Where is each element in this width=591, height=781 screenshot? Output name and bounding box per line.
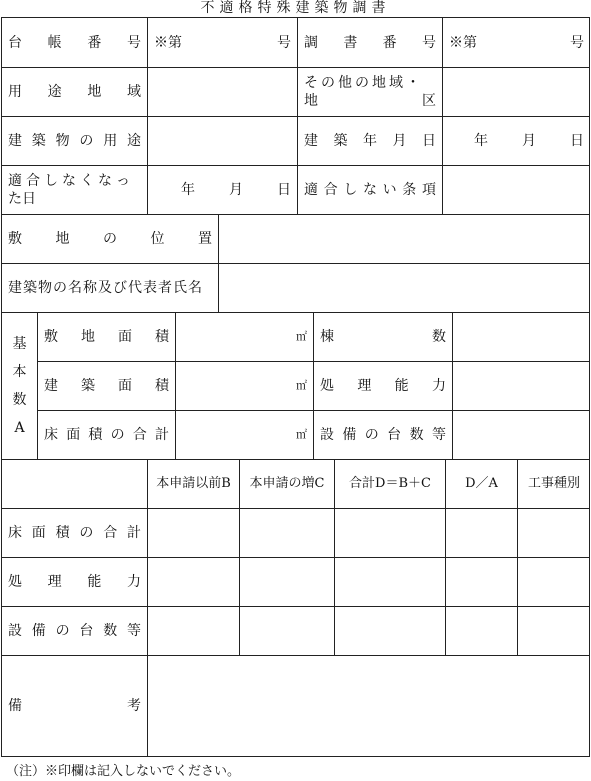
total-floor-area-label-text — [44, 426, 169, 444]
compare-cell-input[interactable] — [518, 558, 590, 606]
compare-cell-input[interactable] — [240, 558, 334, 606]
date-month-unit: 月 — [522, 133, 536, 149]
label-char: 台 — [387, 427, 402, 443]
other-district-field[interactable] — [443, 68, 590, 116]
other-district-label-line1: その他の地域・ — [304, 75, 423, 91]
label-char: 面 — [118, 329, 132, 345]
label-char: 積 — [155, 329, 169, 345]
square-meter-unit: ㎡ — [296, 379, 307, 392]
label-char: 適 — [304, 182, 318, 198]
label-char: 理 — [357, 378, 372, 394]
label-char: 力 — [126, 574, 141, 590]
label-char: 数 — [409, 427, 424, 443]
building-name-field[interactable] — [219, 264, 590, 312]
compare-cell-input[interactable] — [335, 607, 445, 655]
building-area-field[interactable] — [176, 362, 313, 410]
record-number-prefix: ※第 — [449, 34, 477, 51]
use-district-field[interactable] — [148, 68, 297, 116]
site-area-label-text — [44, 328, 169, 346]
equipment-count-label-text — [320, 426, 446, 444]
label-char: 処 — [320, 378, 334, 394]
label-char: 番 — [87, 34, 102, 51]
compare-header-ratio-text: D／A — [465, 476, 498, 491]
total-floor-area-field[interactable] — [176, 411, 313, 459]
label-char: い — [382, 182, 397, 198]
compare-header-work-type — [518, 460, 590, 508]
label-char: の — [364, 427, 379, 443]
label-char: 調 — [304, 34, 318, 51]
record-number-label — [298, 18, 442, 67]
compare-row-label — [2, 558, 147, 606]
ledger-number-field[interactable] — [148, 18, 297, 67]
compare-row-label-text — [8, 622, 141, 640]
compare-header-total — [335, 460, 445, 508]
label-char: 用 — [103, 133, 118, 149]
label-char: 数 — [103, 623, 118, 639]
compare-cell-input[interactable] — [240, 607, 334, 655]
nonconforming-date-label — [2, 166, 147, 214]
label-char: 年 — [363, 133, 377, 149]
compare-cell-input[interactable] — [148, 558, 239, 606]
building-count-label-text — [320, 328, 446, 346]
compare-cell-input[interactable] — [446, 509, 517, 557]
construction-date-label — [298, 117, 442, 165]
label-char: 面 — [118, 378, 132, 394]
label-char: 条 — [402, 182, 417, 198]
label-char: 計 — [126, 525, 141, 541]
square-meter-unit: ㎡ — [296, 428, 307, 441]
building-count-field[interactable] — [453, 313, 590, 361]
compare-header-before — [148, 460, 239, 508]
site-location-label-text — [8, 230, 212, 248]
other-district-label-line2 — [304, 92, 436, 110]
label-char: 力 — [431, 378, 446, 394]
label-char: 位 — [150, 231, 165, 247]
label-char: 書 — [343, 34, 358, 51]
date-month-unit: 月 — [229, 182, 243, 198]
label-char: 途 — [126, 133, 141, 149]
record-number-field[interactable] — [443, 18, 590, 67]
equipment-count-field[interactable] — [453, 411, 590, 459]
construction-date-field[interactable] — [443, 117, 590, 165]
label-char: 設 — [8, 623, 22, 639]
label-char: 積 — [55, 525, 70, 541]
ledger-number-prefix: ※第 — [154, 34, 182, 51]
label-char: 能 — [87, 574, 102, 590]
compare-header-total-text: 合計D＝B＋C — [349, 476, 431, 491]
label-char: 数 — [432, 329, 446, 345]
other-district-label-line2a: 地 — [304, 93, 318, 109]
label-char: の — [79, 133, 94, 149]
label-char: 面 — [66, 427, 81, 443]
compare-row-label-text — [8, 573, 141, 591]
compare-row-label-text — [8, 524, 141, 542]
label-char: 地 — [87, 84, 102, 100]
label-char: 合 — [323, 182, 338, 198]
label-char: の — [110, 427, 125, 443]
label-char: 台 — [8, 34, 22, 51]
date-day-unit: 日 — [570, 133, 584, 149]
basic-char: A — [14, 420, 25, 436]
label-char: 用 — [8, 84, 22, 100]
other-district-label-line2b: 区 — [422, 93, 436, 109]
label-char: 敷 — [44, 329, 58, 345]
label-char: 床 — [44, 427, 58, 443]
ledger-number-label-text — [8, 34, 141, 52]
label-char: の — [55, 623, 70, 639]
remarks-field[interactable] — [148, 656, 590, 756]
date-year-unit: 年 — [181, 182, 195, 198]
label-char: 設 — [320, 427, 334, 443]
nonconforming-clause-field[interactable] — [443, 166, 590, 214]
label-char: 等 — [431, 427, 446, 443]
label-char: 建 — [8, 133, 22, 149]
processing-capacity-label — [314, 362, 452, 410]
remarks-label — [2, 656, 147, 756]
label-char: 床 — [8, 525, 22, 541]
total-floor-area-label — [38, 411, 175, 459]
label-char: 番 — [382, 34, 397, 51]
compare-cell-input[interactable] — [335, 558, 445, 606]
label-char: 積 — [155, 378, 169, 394]
compare-row-label — [2, 509, 147, 557]
label-char: 台 — [79, 623, 94, 639]
basic-char: 数 — [12, 392, 27, 408]
label-char: 備 — [342, 427, 357, 443]
label-char: の — [103, 231, 117, 247]
label-char: の — [79, 525, 94, 541]
building-area-label — [38, 362, 175, 410]
site-area-field[interactable] — [176, 313, 313, 361]
label-char: 築 — [31, 133, 46, 149]
label-char: 途 — [47, 84, 62, 100]
date-day-unit: 日 — [277, 182, 291, 198]
use-district-label — [2, 68, 147, 116]
basic-count-group-label — [2, 313, 37, 459]
nonconforming-date-field[interactable] — [148, 166, 297, 214]
label-char: 地 — [81, 329, 95, 345]
compare-cell-input[interactable] — [446, 558, 517, 606]
label-char: 等 — [126, 623, 141, 639]
compare-header-increase-text: 本申請の増C — [249, 476, 325, 491]
compare-cell-input[interactable] — [148, 607, 239, 655]
use-district-label-text — [8, 83, 141, 101]
site-location-label — [2, 215, 218, 263]
label-char: 積 — [88, 427, 103, 443]
label-char: 理 — [47, 574, 62, 590]
building-use-label — [2, 117, 147, 165]
processing-capacity-label-text — [320, 377, 446, 395]
compare-row-label — [2, 607, 147, 655]
construction-date-label-text — [304, 132, 436, 150]
compare-cell-input[interactable] — [446, 607, 517, 655]
label-char: 処 — [8, 574, 22, 590]
label-char: 地 — [55, 231, 70, 247]
remarks-label-text — [8, 697, 141, 715]
building-count-label — [314, 313, 452, 361]
label-char: 築 — [81, 378, 95, 394]
label-char: 備 — [8, 698, 22, 714]
basic-char: 本 — [12, 364, 27, 380]
label-char: 域 — [126, 84, 141, 100]
label-char: 項 — [421, 182, 436, 198]
nonconforming-date-label-line2: た日 — [8, 191, 36, 207]
compare-cell-input[interactable] — [518, 509, 590, 557]
label-char: 帳 — [47, 34, 62, 51]
compare-header-increase — [240, 460, 334, 508]
ledger-number-suffix: 号 — [277, 34, 291, 51]
label-char: 日 — [422, 133, 436, 149]
label-char: 物 — [55, 133, 70, 149]
record-number-suffix: 号 — [570, 34, 584, 51]
footnote: （注）※印欄は記入しないでください。 — [6, 764, 241, 779]
label-char: 考 — [127, 698, 141, 714]
label-char: 月 — [392, 133, 407, 149]
compare-cell-input[interactable] — [335, 509, 445, 557]
label-char: な — [362, 182, 377, 198]
compare-header-before-text: 本申請以前B — [156, 476, 231, 491]
compare-cell-input[interactable] — [148, 509, 239, 557]
other-district-label — [298, 68, 442, 116]
building-use-field[interactable] — [148, 117, 297, 165]
label-char: 置 — [198, 231, 212, 247]
label-char: 号 — [126, 34, 141, 51]
building-use-label-text — [8, 132, 141, 150]
label-char: 計 — [154, 427, 169, 443]
ledger-number-label — [2, 18, 147, 67]
label-char: 面 — [31, 525, 46, 541]
compare-cell-input[interactable] — [518, 607, 590, 655]
document-title: 不適格特殊建築物調書 — [200, 0, 391, 16]
label-char: し — [343, 182, 358, 198]
nonconforming-clause-label — [298, 166, 442, 214]
date-year-unit: 年 — [474, 133, 488, 149]
record-number-label-text — [304, 34, 436, 52]
processing-capacity-field[interactable] — [453, 362, 590, 410]
compare-cell-input[interactable] — [240, 509, 334, 557]
label-char: 号 — [421, 34, 436, 51]
label-char: 合 — [132, 427, 147, 443]
compare-header-work-type-text: 工事種別 — [527, 476, 580, 491]
equipment-count-label — [314, 411, 452, 459]
label-char: 築 — [333, 133, 348, 149]
building-name-label-text: 建築物の名称及び代表者氏名 — [8, 280, 203, 296]
label-char: 敷 — [8, 231, 22, 247]
label-char: 能 — [394, 378, 409, 394]
basic-char: 基 — [12, 336, 27, 352]
compare-header-ratio — [446, 460, 517, 508]
label-char: 合 — [103, 525, 118, 541]
building-area-label-text — [44, 377, 169, 395]
label-char: 備 — [31, 623, 46, 639]
building-name-label — [2, 264, 218, 312]
nonconforming-clause-label-text — [304, 181, 436, 199]
nonconforming-date-label-line1: 適合しなくなっ — [8, 173, 134, 189]
square-meter-unit: ㎡ — [296, 330, 307, 343]
label-char: 建 — [304, 133, 318, 149]
site-location-field[interactable] — [219, 215, 590, 263]
label-char: 建 — [44, 378, 58, 394]
site-area-label — [38, 313, 175, 361]
compare-header-blank — [2, 460, 147, 508]
label-char: 棟 — [320, 329, 334, 345]
